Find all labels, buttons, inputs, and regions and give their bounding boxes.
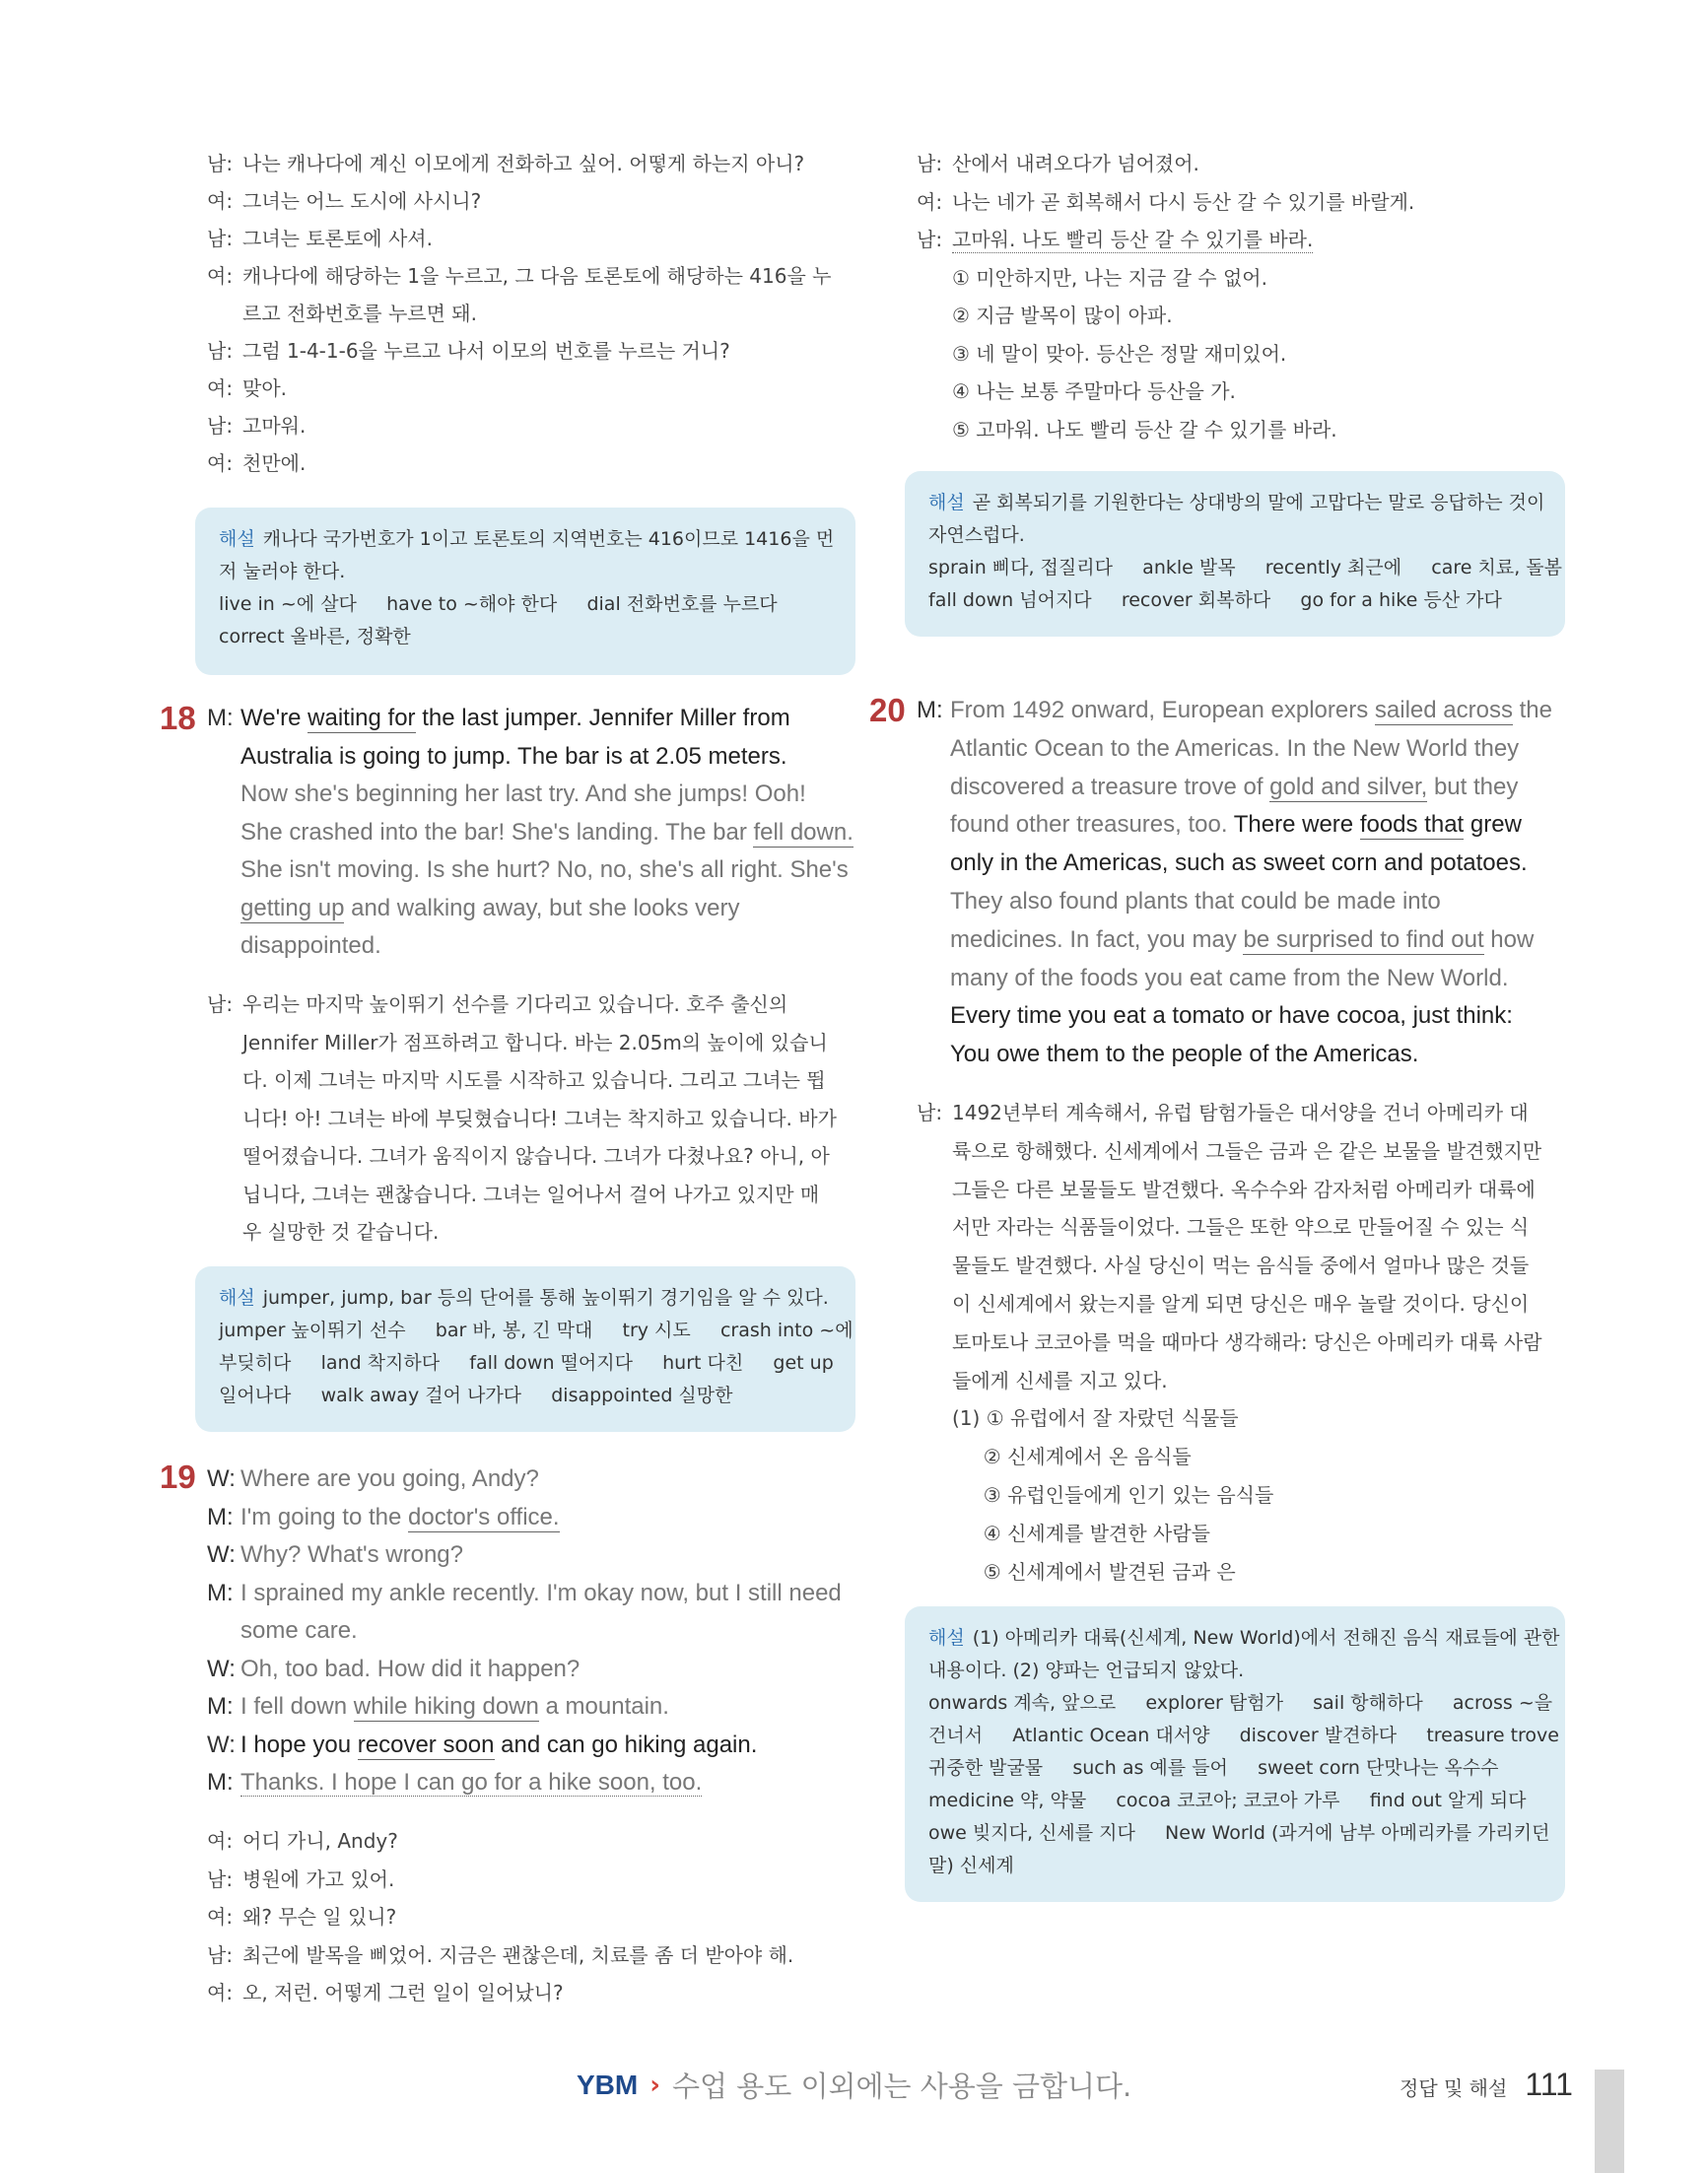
speaker-label: 여: <box>207 1829 234 1853</box>
transcript-line <box>207 1656 857 1694</box>
explanation-line <box>928 519 1541 552</box>
transcript-line <box>207 1140 857 1179</box>
explanation-text: 자연스럽다. <box>928 524 1025 546</box>
transcript-line <box>917 148 1567 186</box>
speaker-label: 여: <box>207 451 234 475</box>
explanation-text: 저 눌러야 한다. <box>219 561 346 582</box>
speaker-label: 남: <box>207 1867 234 1891</box>
line-text: 우 실망한 것 같습니다. <box>242 1220 440 1244</box>
text-segment: Thanks. I hope I can go for a hike soon, too. <box>240 1769 703 1796</box>
speaker-label: 여: <box>917 189 943 214</box>
question-number-19: 19 <box>160 1459 196 1495</box>
underlined-blank: doctor's office. <box>408 1503 560 1530</box>
explanation-text: correct 올바른, 정확한 <box>219 626 411 647</box>
text-segment: I hope you <box>240 1731 358 1758</box>
line-text: ③ 유럽인들에게 인기 있는 음식들 <box>952 1482 1274 1507</box>
page-edge-tab <box>1595 2070 1624 2173</box>
transcript-line <box>917 1365 1567 1403</box>
explanation-text: sprain 삐다, 접질리다 ankle 발목 recently 최근에 care 치료, 돌봄 <box>928 557 1563 578</box>
speaker-label: 남: <box>207 152 234 175</box>
explanation-text: (1) 아메리카 대륙(신세계, New World)에서 전해진 음식 재료들에 관한 <box>972 1627 1560 1649</box>
transcript-line <box>917 224 1567 262</box>
transcript-line <box>207 260 857 298</box>
line-text: 나는 네가 곧 회복해서 다시 등산 갈 수 있기를 바랄게. <box>952 189 1415 214</box>
transcript-line <box>917 811 1567 849</box>
usage-notice: 수업 용도 이외에는 사용을 금합니다. <box>671 2070 1132 2103</box>
line-text: 캐나다에 해당하는 1을 누르고, 그 다음 토론토에 해당하는 416을 누 <box>242 264 832 288</box>
line-text: 닙니다, 그녀는 괜찮습니다. 그녀는 일어나서 걸어 나가고 있지만 매 <box>242 1182 820 1206</box>
page-footer <box>1400 2067 1573 2103</box>
line-text: ⑤ 신세계에서 발견된 금과 은 <box>952 1559 1236 1584</box>
text-segment: grew <box>1464 811 1522 839</box>
explanation-text: medicine 약, 약물 cocoa 코코아; 코코아 가루 find out 알게 되다 <box>928 1790 1527 1811</box>
speaker-label: M: <box>207 1579 234 1606</box>
transcript-line <box>207 1769 857 1807</box>
explanation-line <box>219 588 832 621</box>
transcript-line <box>917 1002 1567 1041</box>
line-text: 들에게 신세를 지고 있다. <box>952 1368 1168 1392</box>
line-text: 맞아. <box>242 376 287 400</box>
ybm-logo: YBM <box>577 2069 639 2100</box>
footer-notice <box>577 2065 1131 2105</box>
transcript-line <box>917 1135 1567 1174</box>
line-text: 그들은 다른 보물들도 발견했다. 옥수수와 감자처럼 아메리카 대륙에 <box>952 1177 1536 1201</box>
text-segment: the <box>1512 697 1552 723</box>
line-text: 물들도 발견했다. 사실 당신이 먹는 음식들 중에서 얼마나 많은 것들 <box>952 1254 1530 1278</box>
line-text: Jennifer Miller가 점프하려고 합니다. 바는 2.05m의 높이에 있습니 <box>242 1030 828 1054</box>
text-segment: and can go hiking again. <box>494 1731 758 1758</box>
line-text: 그녀는 토론토에 사셔. <box>242 227 433 250</box>
line-text: 고마워. <box>242 414 307 438</box>
text-segment: how <box>1483 925 1535 953</box>
explanation-line <box>219 1315 854 1347</box>
question-number-18: 18 <box>160 700 196 736</box>
explanation-label: 해설 <box>219 528 255 550</box>
text-segment: some care. <box>240 1617 358 1644</box>
transcript-line <box>917 1326 1567 1365</box>
q20-korean-transcript <box>917 1097 1567 1594</box>
explanation-line <box>928 487 1545 519</box>
explanation-text: 내용이다. (2) 양파는 언급되지 않았다. <box>928 1660 1245 1681</box>
explanation-line <box>928 1817 1550 1850</box>
line-text: ② 신세계에서 온 음식들 <box>952 1445 1192 1469</box>
explanation-line <box>928 584 1541 617</box>
explanation-line <box>928 1752 1541 1785</box>
q18-english-transcript <box>207 705 857 971</box>
speaker-label: W: <box>207 1655 236 1682</box>
text-segment: disappointed. <box>240 932 381 959</box>
transcript-line <box>207 1732 857 1770</box>
text-segment: medicines. In fact, you may <box>950 925 1244 953</box>
underlined-blank: getting up <box>240 894 345 921</box>
speaker-label: 여: <box>207 264 234 288</box>
explanation-line <box>219 556 832 588</box>
speaker-label: 여: <box>207 376 234 400</box>
transcript-line <box>207 1504 857 1542</box>
text-segment: discovered a treasure trove of <box>950 773 1270 800</box>
transcript-line <box>917 697 1567 735</box>
speaker-label: 여: <box>207 189 234 213</box>
chevron-right-icon: › <box>649 2070 660 2100</box>
explanation-label: 해설 <box>219 1287 255 1309</box>
line-text: 산에서 내려오다가 넘어졌어. <box>952 152 1199 175</box>
transcript-line <box>207 819 857 857</box>
q19-english-transcript <box>207 1465 857 1807</box>
underlined-blank: sailed across <box>1374 697 1513 723</box>
text-segment: Where are you going, Andy? <box>240 1465 539 1492</box>
transcript-line <box>207 1617 857 1656</box>
transcript-line <box>207 373 857 410</box>
line-text: 서만 자라는 식품들이었다. 그들은 또한 약으로 만들어질 수 있는 식 <box>952 1215 1530 1240</box>
transcript-line <box>207 1027 857 1065</box>
speaker-label: 남: <box>917 228 943 251</box>
explanation-text: onwards 계속, 앞으로 explorer 탐험가 sail 항해하다 across ~을 <box>928 1692 1553 1714</box>
line-text: ⑤ 고마워. 나도 빨리 등산 갈 수 있기를 바라. <box>952 417 1337 441</box>
underlined-blank: foods that <box>1359 811 1465 839</box>
explanation-line <box>928 1850 1541 1882</box>
transcript-line <box>207 1901 857 1939</box>
transcript-line <box>207 1977 857 2015</box>
explanation-line <box>219 1347 832 1380</box>
explanation-text: 캐나다 국가번호가 1이고 토론토의 지역번호는 416이므로 1416을 먼 <box>262 528 835 550</box>
speaker-label: 남: <box>917 1101 943 1124</box>
text-segment: only in the Americas, such as sweet corn and potatoes. <box>950 849 1528 877</box>
line-text: 떨어졌습니다. 그녀가 움직이지 않습니다. 그녀가 다쳤나요? 아니, 아 <box>242 1144 830 1168</box>
speaker-label: M: <box>207 1693 234 1720</box>
transcript-line <box>917 1041 1567 1079</box>
explanation-text: 부딪히다 land 착지하다 fall down 떨어지다 hurt 다친 get up <box>219 1352 834 1374</box>
speaker-label: 남: <box>207 1942 234 1967</box>
transcript-line <box>917 375 1567 414</box>
transcript-line <box>207 447 857 485</box>
line-text: 나는 캐나다에 계신 이모에게 전화하고 싶어. 어떻게 하는지 아니? <box>242 152 805 175</box>
transcript-line <box>207 1693 857 1732</box>
line-text: 1492년부터 계속해서, 유럽 탐험가들은 대서양을 건너 아메리카 대 <box>952 1101 1529 1124</box>
transcript-line <box>207 1541 857 1580</box>
q18-korean-transcript <box>207 988 857 1255</box>
underlined-blank: waiting for <box>307 705 416 731</box>
line-text: ③ 네 말이 맞아. 등산은 정말 재미있어. <box>952 341 1287 366</box>
text-segment: a mountain. <box>538 1693 669 1720</box>
text-segment: Oh, too bad. How did it happen? <box>240 1655 581 1682</box>
transcript-line <box>207 856 857 895</box>
text-segment: There were <box>1233 811 1360 839</box>
line-text: 왜? 무슨 일 있니? <box>242 1905 397 1929</box>
line-text: (1) ① 유럽에서 잘 자랐던 식물들 <box>952 1406 1239 1431</box>
text-segment: Why? What's wrong? <box>240 1541 463 1568</box>
explanation-text: 일어나다 walk away 걸어 나가다 disappointed 실망한 <box>219 1385 733 1406</box>
speaker-label: M: <box>207 1503 234 1530</box>
speaker-label: 남: <box>207 992 234 1016</box>
explanation-line <box>219 523 835 556</box>
transcript-line <box>917 1211 1567 1250</box>
transcript-line <box>207 1216 857 1255</box>
text-segment: I'm going to the <box>240 1503 409 1530</box>
transcript-line <box>207 932 857 971</box>
explanation-line <box>928 552 1563 584</box>
text-segment: found other treasures, too. <box>950 811 1234 839</box>
line-text: 최근에 발목을 삐었어. 지금은 괜찮은데, 치료를 좀 더 받아야 해. <box>242 1942 794 1967</box>
text-segment: I fell down <box>240 1693 354 1720</box>
transcript-line <box>207 988 857 1027</box>
transcript-line <box>917 1097 1567 1135</box>
underlined-blank: while hiking down <box>353 1693 539 1720</box>
transcript-line <box>207 1064 857 1103</box>
transcript-line <box>917 965 1567 1003</box>
section-label: 정답 및 해설 <box>1400 2076 1508 2100</box>
line-text: 토마토나 코코아를 먹을 때마다 생각해라: 당신은 아메리카 대륙 사람 <box>952 1329 1542 1354</box>
speaker-label: 남: <box>917 152 943 175</box>
explanation-line <box>928 1687 1553 1720</box>
explanation-line <box>928 1622 1560 1655</box>
q19-korean-transcript <box>207 1825 857 2015</box>
transcript-line <box>207 335 857 373</box>
transcript-line <box>917 338 1567 376</box>
explanation-line <box>928 1655 1541 1687</box>
q20-english-transcript <box>917 697 1567 1079</box>
explanation-text: jumper, jump, bar 등의 단어를 통해 높이뛰기 경기임을 알 수 있다. <box>262 1287 829 1309</box>
text-segment: Every time you eat a tomato or have cocoa, just think: <box>950 1002 1513 1030</box>
text-segment: Now she's beginning her last try. And she jumps! Ooh! <box>240 781 806 807</box>
underlined-blank: fell down. <box>753 818 854 846</box>
line-text: 그럼 1-4-1-6을 누르고 나서 이모의 번호를 누르는 거니? <box>242 339 730 363</box>
explanation-text: fall down 넘어지다 recover 회복하다 go for a hike 등산 가다 <box>928 589 1502 611</box>
line-text: 오, 저런. 어떻게 그런 일이 일어났니? <box>242 1981 564 2004</box>
line-text: 다. 이제 그녀는 마지막 시도를 시작하고 있습니다. 그리고 그녀는 뜁 <box>242 1068 826 1092</box>
speaker-label: 남: <box>207 414 234 438</box>
text-segment: Australia is going to jump. The bar is at 2.05 meters. <box>240 742 787 770</box>
transcript-line <box>917 735 1567 774</box>
transcript-line <box>917 888 1567 926</box>
speaker-label: M: <box>917 697 943 723</box>
transcript-line <box>207 1864 857 1902</box>
text-segment: Atlantic Ocean to the Americas. In the New World they <box>950 734 1520 762</box>
speaker-label: 남: <box>207 227 234 250</box>
explanation-label: 해설 <box>928 492 965 513</box>
text-segment: the last jumper. Jennifer Miller from <box>415 705 790 731</box>
transcript-line <box>207 1179 857 1217</box>
text-segment: I sprained my ankle recently. I'm okay now, but I still need <box>240 1579 842 1606</box>
line-text: 륙으로 항해했다. 신세계에서 그들은 금과 은 같은 보물을 발견했지만 <box>952 1138 1542 1163</box>
page-number: 111 <box>1525 2067 1573 2102</box>
speaker-label: 여: <box>207 1981 234 2004</box>
transcript-line <box>917 1441 1567 1479</box>
explanation-line <box>219 1380 832 1412</box>
line-text: ② 지금 발목이 많이 아파. <box>952 304 1173 327</box>
transcript-line <box>917 300 1567 338</box>
transcript-line <box>207 1103 857 1141</box>
q20-explanation-box <box>905 1606 1565 1902</box>
transcript-line <box>207 298 857 335</box>
explanation-line <box>219 1282 832 1315</box>
text-segment: many of the foods you eat came from the New World. <box>950 964 1509 991</box>
text-segment: You owe them to the people of the Americas. <box>950 1041 1419 1068</box>
transcript-line <box>207 781 857 819</box>
transcript-line <box>207 223 857 260</box>
transcript-line <box>207 410 857 447</box>
transcript-line <box>917 1402 1567 1441</box>
transcript-line <box>917 1288 1567 1326</box>
transcript-line <box>207 185 857 223</box>
explanation-text: live in ~에 살다 have to ~해야 한다 dial 전화번호를 누르다 <box>219 593 778 615</box>
line-text: 천만에. <box>242 451 307 475</box>
speaker-label: 남: <box>207 339 234 363</box>
line-text: 이 신세계에서 왔는지를 알게 되면 당신은 매우 놀랄 것이다. 당신이 <box>952 1291 1530 1316</box>
question-number-20: 20 <box>869 692 906 728</box>
explanation-text: owe 빚지다, 신세를 지다 New World (과거에 남부 아메리카를 가리키던 <box>928 1822 1550 1844</box>
text-segment: From 1492 onward, European explorers <box>950 697 1375 723</box>
explanation-line <box>928 1785 1541 1817</box>
line-text: 고마워. 나도 빨리 등산 갈 수 있기를 바라. <box>952 224 1313 253</box>
transcript-line <box>207 1939 857 1978</box>
transcript-line <box>207 743 857 781</box>
line-text: 그녀는 어느 도시에 사시니? <box>242 189 482 213</box>
speaker-label: 여: <box>207 1905 234 1929</box>
transcript-line <box>917 849 1567 888</box>
transcript-line <box>207 895 857 933</box>
line-text: ④ 나는 보통 주말마다 등산을 가. <box>952 379 1236 403</box>
line-text: 니다! 아! 그녀는 바에 부딪혔습니다! 그녀는 착지하고 있습니다. 바가 <box>242 1106 837 1130</box>
line-text: ① 미안하지만, 나는 지금 갈 수 없어. <box>952 265 1267 290</box>
speaker-label: M: <box>207 705 234 731</box>
transcript-line <box>207 1825 857 1864</box>
explanation-text: 말) 신세계 <box>928 1855 1014 1876</box>
text-segment: She isn't moving. Is she hurt? No, no, she's all right. She's <box>240 856 849 883</box>
transcript-line <box>207 1580 857 1618</box>
line-text: 우리는 마지막 높이뛰기 선수를 기다리고 있습니다. 호주 출신의 <box>242 992 788 1016</box>
transcript-line <box>917 1556 1567 1595</box>
explanation-label: 해설 <box>928 1627 965 1649</box>
line-text: 어디 가니, Andy? <box>242 1829 398 1853</box>
text-segment: and walking away, but she looks very <box>344 894 740 921</box>
q19-explanation-box <box>905 471 1565 637</box>
line-text: ④ 신세계를 발견한 사람들 <box>952 1521 1210 1545</box>
text-segment: They also found plants that could be made into <box>950 887 1441 915</box>
speaker-label: W: <box>207 1731 236 1758</box>
underlined-blank: be surprised to find out <box>1243 925 1484 953</box>
underlined-blank: gold and silver, <box>1269 773 1428 800</box>
explanation-text: 곧 회복되기를 기원한다는 상대방의 말에 고맙다는 말로 응답하는 것이 <box>972 492 1545 513</box>
speaker-label: M: <box>207 1769 234 1796</box>
explanation-text: 건너서 Atlantic Ocean 대서양 discover 발견하다 treasure trove <box>928 1725 1559 1746</box>
text-segment: but they <box>1427 773 1519 800</box>
transcript-line <box>917 774 1567 812</box>
speaker-label: W: <box>207 1465 236 1492</box>
text-segment: She crashed into the bar! She's landing. The bar <box>240 818 754 846</box>
speaker-label: W: <box>207 1541 236 1568</box>
underlined-blank: recover soon <box>357 1731 495 1758</box>
explanation-text: jumper 높이뛰기 선수 bar 바, 봉, 긴 막대 try 시도 crash into ~에 <box>219 1320 854 1341</box>
explanation-text: 귀중한 발굴물 such as 예를 들어 sweet corn 단맛나는 옥수수 <box>928 1757 1499 1779</box>
transcript-line <box>917 186 1567 225</box>
q19-korean-transcript-continued <box>917 148 1567 451</box>
line-text: 르고 전화번호를 누르면 돼. <box>242 302 477 325</box>
transcript-line <box>917 1250 1567 1288</box>
transcript-line <box>207 705 857 743</box>
transcript-line <box>917 1479 1567 1518</box>
transcript-line <box>917 926 1567 965</box>
explanation-line <box>928 1720 1559 1752</box>
q18-explanation-box <box>195 1266 855 1432</box>
text-segment: We're <box>240 705 308 731</box>
transcript-line <box>917 262 1567 301</box>
q17-explanation-box <box>195 508 855 675</box>
transcript-line <box>917 414 1567 452</box>
line-text: 병원에 가고 있어. <box>242 1867 395 1891</box>
q17-korean-transcript <box>207 148 857 485</box>
transcript-line <box>917 1518 1567 1556</box>
transcript-line <box>207 148 857 185</box>
transcript-line <box>207 1465 857 1504</box>
transcript-line <box>917 1174 1567 1212</box>
explanation-line <box>219 621 832 653</box>
